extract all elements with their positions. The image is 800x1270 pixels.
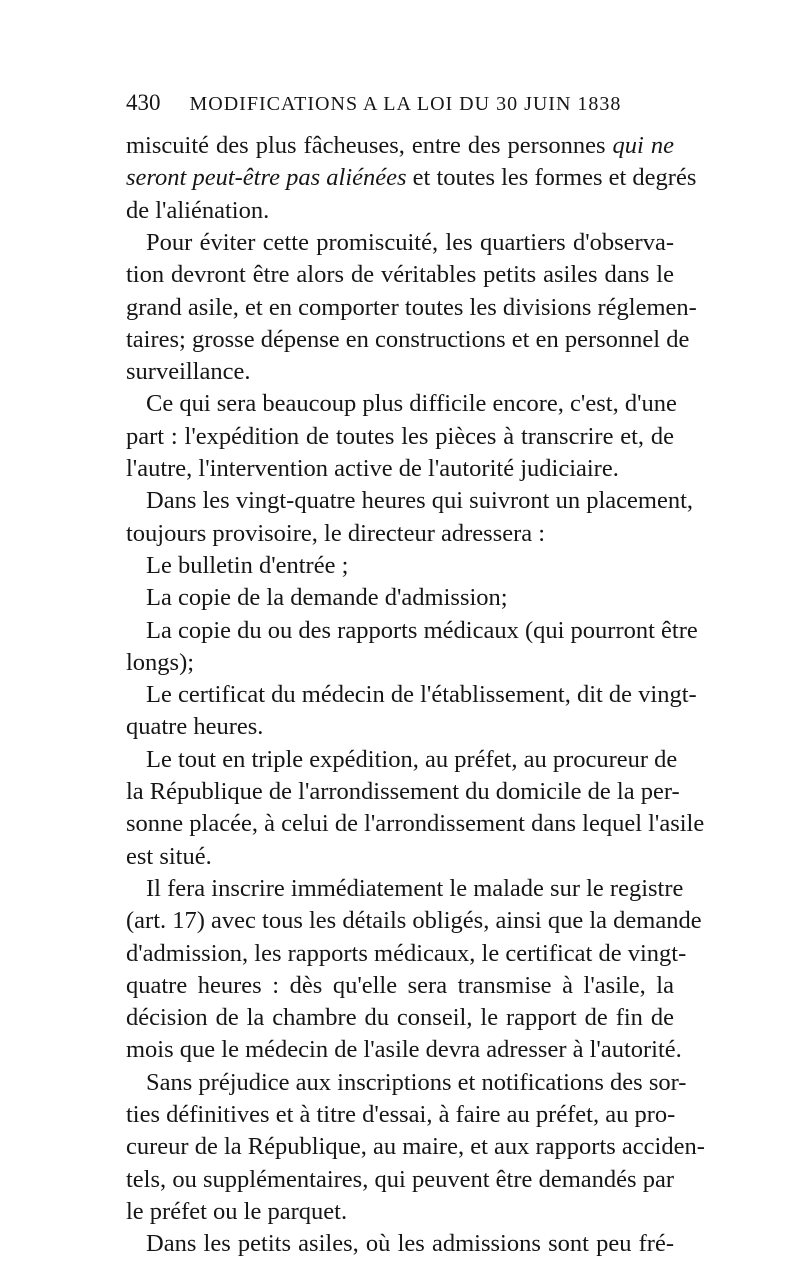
text-line: [126, 775, 680, 809]
text-line: [126, 194, 674, 228]
text-line: [146, 226, 674, 260]
text-segment: quatre heures.: [126, 713, 264, 741]
text-line: [126, 646, 674, 680]
italic-text: qui ne: [612, 132, 674, 159]
text-segment: Il fera inscrire immédiatement le malade sur le registre: [146, 874, 684, 902]
page-header: [126, 88, 646, 118]
text-segment: et toutes les formes et degrés: [406, 164, 697, 192]
text-line: [146, 1227, 674, 1261]
text-line: [126, 807, 705, 841]
text-segment: surveillance.: [126, 358, 251, 386]
text-segment: sonne placée, à celui de l'arrondissement dans lequel l'asile: [126, 810, 705, 838]
running-head: MODIFICATIONS A LA LOI DU 30 JUIN 1838: [189, 93, 622, 115]
text-line: [126, 937, 687, 971]
text-segment: taires; grosse dépense en constructions et en personnel de: [126, 325, 690, 353]
text-line: [146, 387, 677, 421]
text-segment: toujours provisoire, le directeur adressera :: [126, 519, 546, 547]
text-line: [146, 872, 684, 906]
text-line: [126, 1001, 674, 1035]
text-segment: mois que le médecin de l'asile devra adresser à l'autorité.: [126, 1036, 682, 1064]
text-segment: Sans préjudice aux inscriptions et notifications des sor-: [146, 1068, 687, 1096]
text-segment: le préfet ou le parquet.: [126, 1197, 348, 1225]
text-segment: grand asile, et en comporter toutes les divisions réglemen-: [126, 293, 697, 321]
text-line: [146, 678, 697, 712]
text-segment: Le certificat du médecin de l'établissement, dit de vingt-: [146, 681, 697, 709]
text-segment: Le bulletin d'entrée ;: [146, 551, 349, 579]
text-segment: La copie du ou des rapports médicaux (qui pourront être: [146, 616, 698, 644]
text-line: [126, 420, 674, 454]
text-line: [146, 743, 678, 777]
text-segment: longs);: [126, 648, 195, 676]
text-line: [126, 1098, 674, 1132]
text-line: [126, 129, 674, 163]
text-segment: miscuité des plus fâcheuses, entre des personnes: [126, 132, 613, 159]
text-line: [126, 517, 674, 551]
text-line: [146, 614, 698, 648]
text-line: [126, 840, 674, 874]
text-line: [126, 291, 697, 325]
text-line: [126, 904, 702, 938]
text-segment: tels, ou supplémentaires, qui peuvent être demandés par: [126, 1165, 674, 1193]
italic-text: seront peut-être pas aliénées: [126, 164, 407, 192]
text-segment: est situé.: [126, 842, 212, 870]
text-segment: décision de la chambre du conseil, le rapport de fin de: [126, 1004, 674, 1032]
text-segment: d'admission, les rapports médicaux, le certificat de vingt-: [126, 939, 687, 967]
text-line: [126, 161, 697, 195]
text-segment: Pour éviter cette promiscuité, les quartiers d'observa-: [146, 228, 674, 256]
text-segment: Ce qui sera beaucoup plus difficile encore, c'est, d'une: [146, 390, 677, 418]
text-segment: l'autre, l'intervention active de l'autorité judiciaire.: [126, 455, 619, 482]
text-segment: quatre heures : dès qu'elle sera transmise à l'asile, la: [126, 971, 674, 999]
text-line: [126, 1033, 682, 1067]
text-line: [126, 1195, 674, 1229]
text-segment: (art. 17) avec tous les détails obligés, ainsi que la demande: [126, 907, 702, 935]
text-segment: Le tout en triple expédition, au préfet, au procureur de: [146, 745, 678, 773]
page-number: 430: [126, 90, 161, 115]
text-segment: ties définitives et à titre d'essai, à faire au préfet, au pro-: [126, 1101, 676, 1128]
text-segment: La copie de la demande d'admission;: [146, 584, 508, 612]
text-line: [146, 1066, 687, 1100]
text-segment: la République de l'arrondissement du domicile de la per-: [126, 778, 680, 805]
text-line: [126, 452, 674, 486]
text-line: [146, 549, 674, 583]
text-segment: de l'aliénation.: [126, 196, 270, 224]
text-line: [146, 581, 674, 615]
text-line: [126, 1130, 705, 1164]
text-line: [126, 355, 674, 389]
text-line: [126, 1163, 674, 1197]
text-segment: Dans les vingt-quatre heures qui suivront un placement,: [146, 487, 694, 515]
text-line: [126, 969, 674, 1003]
text-line: [126, 323, 690, 357]
text-segment: tion devront être alors de véritables petits asiles dans le: [126, 261, 674, 289]
text-segment: Dans les petits asiles, où les admissions sont peu fré-: [146, 1230, 674, 1258]
text-segment: cureur de la République, au maire, et aux rapports acciden-: [126, 1133, 705, 1161]
text-line: [126, 258, 674, 292]
text-line: [126, 710, 674, 744]
text-segment: part : l'expédition de toutes les pièces à transcrire et, de: [126, 422, 674, 450]
text-line: [146, 484, 694, 518]
